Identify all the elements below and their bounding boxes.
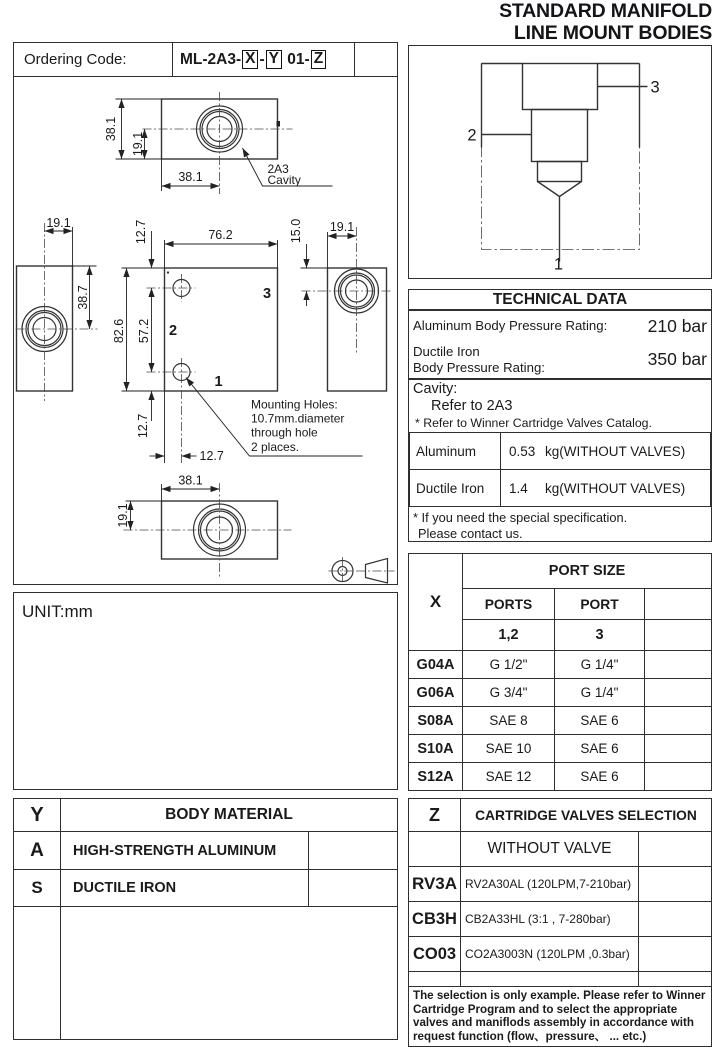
body-material-empty-s (309, 870, 398, 907)
dim-15-0: 15.0 (289, 218, 303, 244)
dim-19-1-topview: 19.1 (131, 131, 145, 157)
page-title-line2: LINE MOUNT BODIES (513, 21, 712, 44)
dim-57-2: 57.2 (137, 318, 151, 344)
port-size-port3: G 1/4" (555, 679, 645, 707)
body-material-blank-cell (61, 907, 398, 1040)
port-size-code: S10A (409, 735, 463, 763)
port-size-empty (645, 679, 712, 707)
technical-drawing (14, 77, 396, 584)
ordering-code-prefix: ML-2A3- (180, 50, 242, 68)
port-size-ports12: SAE 8 (463, 707, 555, 735)
mounting-note-line3: through hole (251, 425, 318, 440)
special-spec-note (409, 507, 711, 541)
ordering-code-empty-cell (355, 43, 397, 76)
drawing-panel (13, 42, 398, 621)
port-size-port3: SAE 6 (555, 735, 645, 763)
port-size-row-s08a (409, 707, 712, 735)
dim-38-7: 38.7 (76, 285, 90, 310)
cartridge-without-valve: WITHOUT VALVE (461, 832, 639, 867)
port-size-empty (645, 651, 712, 679)
port-size-port3: SAE 6 (555, 763, 645, 791)
port-size-port3: SAE 6 (555, 707, 645, 735)
port-1-label: 1 (214, 374, 223, 390)
port-size-panel (408, 553, 712, 790)
dim-12-7-horizontal: 12.7 (199, 449, 224, 463)
dim-38-1-topview-height: 38.1 (104, 116, 118, 142)
ordering-code-z-box: Z (311, 50, 326, 68)
cartridge-empty (639, 937, 712, 972)
cartridge-valves-table (408, 798, 712, 1047)
port-size-empty (645, 707, 712, 735)
schematic-port-3: 3 (650, 78, 660, 97)
weight-value-aluminum (501, 433, 711, 470)
mounting-note-line1: Mounting Holes: (251, 397, 338, 412)
cartridge-desc: RV2A30AL (120LPM,7-210bar) (461, 867, 639, 902)
third-angle-projection-icon (329, 557, 395, 584)
technical-data-title: TECHNICAL DATA (409, 290, 711, 311)
right-side-view (289, 219, 392, 391)
port-size-col1-header: PORTS (463, 589, 555, 620)
dim-19-1-leftview: 19.1 (46, 216, 71, 230)
dim-12-7-bottom: 12.7 (136, 413, 150, 439)
body-material-name-a: HIGH-STRENGTH ALUMINUM (61, 832, 309, 870)
technical-data-panel (408, 289, 712, 542)
weight-value-ductile (501, 470, 711, 507)
ordering-code-mid: 01- (283, 50, 310, 68)
port-mark (277, 121, 281, 127)
port-size-row-s12a (409, 763, 712, 791)
cavity-schematic-panel (408, 45, 712, 279)
cartridge-code: CB3H (409, 902, 461, 937)
port-size-row-g04a (409, 651, 712, 679)
port-size-col2-sub: 3 (555, 620, 645, 651)
port-size-code: G04A (409, 651, 463, 679)
dim-76-2: 76.2 (208, 228, 233, 242)
body-material-table (13, 798, 398, 1040)
pressure-row-ductile (409, 341, 711, 380)
dim-82-6: 82.6 (112, 318, 126, 344)
schematic-port-2: 2 (467, 126, 477, 145)
cartridge-row-without-valve (409, 832, 712, 867)
port-size-col3-sub-empty (645, 620, 712, 651)
cavity-note: * Refer to Winner Cartridge Valves Catalog. (415, 415, 652, 430)
cartridge-row-co03 (409, 937, 712, 972)
ordering-code-row (14, 43, 397, 77)
port-size-port3: G 1/4" (555, 651, 645, 679)
cartridge-code-empty (409, 832, 461, 867)
special-spec-note-line2: Please contact us. (418, 525, 523, 541)
body-material-row-a (14, 832, 398, 870)
cartridge-blank (409, 972, 461, 987)
cartridge-desc: CB2A33HL (3:1 , 7-280bar) (461, 902, 639, 937)
body-material-empty-a (309, 832, 398, 870)
dim-12-7-top: 12.7 (134, 219, 148, 245)
cavity-label: Cavity: (413, 381, 458, 397)
aluminum-pressure-value: 210 bar (647, 315, 707, 336)
weight-row-aluminum (410, 433, 711, 470)
ductile-pressure-label (413, 344, 545, 376)
port-size-col1-sub: 1,2 (463, 620, 555, 651)
unit-label: UNIT:mm (22, 602, 93, 621)
port-size-col2-header: PORT (555, 589, 645, 620)
port-size-x-header: X (409, 554, 463, 651)
ductile-pressure-label-line1: Ductile Iron (413, 343, 480, 359)
cartridge-desc: CO2A3003N (120LPM ,0.3bar) (461, 937, 639, 972)
cavity-value: Refer to 2A3 (431, 397, 513, 414)
cartridge-z-header: Z (409, 799, 461, 832)
cartridge-blank (461, 972, 639, 987)
body-material-row-s (14, 870, 398, 907)
ordering-code-value (173, 43, 355, 76)
cartridge-empty (639, 832, 712, 867)
cartridge-row-rv3a (409, 867, 712, 902)
ductile-pressure-value: 350 bar (647, 349, 707, 369)
port-size-ports12: SAE 12 (463, 763, 555, 791)
port-3-label: 3 (262, 286, 272, 302)
body-material-blank-code (14, 907, 61, 1040)
body-material-code-s: S (14, 870, 61, 907)
cartridge-note: The selection is only example. Please refer to Winner Cartridge Program and to select the appropriate valves and maniflods assembly in accordance with request function (flow、pressure、 ... etc.) (409, 987, 712, 1047)
aluminum-pressure-label: Aluminum Body Pressure Rating: (413, 318, 608, 334)
cartridge-empty (639, 902, 712, 937)
weight-table (409, 432, 711, 507)
cartridge-row-cb3h (409, 902, 712, 937)
port-size-ports12: SAE 10 (463, 735, 555, 763)
body-material-panel (13, 798, 398, 1040)
body-material-code-a: A (14, 832, 61, 870)
dim-38-1-topview-width: 38.1 (178, 170, 203, 184)
cartridge-title: CARTRIDGE VALVES SELECTION (461, 799, 712, 832)
cartridge-valves-panel (408, 798, 712, 1044)
port-size-row-s10a (409, 735, 712, 763)
ordering-code-dash: - (259, 50, 265, 68)
port-size-col3-header-empty (645, 589, 712, 620)
cartridge-code: RV3A (409, 867, 461, 902)
port-size-empty (645, 763, 712, 791)
ductile-pressure-label-line2: Body Pressure Rating: (413, 359, 545, 375)
port-size-code: G06A (409, 679, 463, 707)
page-title-line1: STANDARD MANIFOLD (499, 0, 712, 22)
schematic-port-1: 1 (553, 255, 564, 274)
port-size-table (408, 553, 712, 791)
ordering-code-label: Ordering Code: (14, 43, 173, 76)
port-2-label: 2 (168, 323, 178, 339)
weight-number-ductile: 1.4 (509, 480, 528, 496)
mounting-note-line4: 2 places. (251, 440, 300, 454)
bottom-view (116, 474, 292, 579)
weight-row-ductile (410, 470, 711, 507)
body-material-title: BODY MATERIAL (61, 799, 398, 832)
port-size-code: S12A (409, 763, 463, 791)
cartridge-note-row (409, 987, 712, 1047)
dim-38-1-bottomview: 38.1 (178, 473, 203, 488)
ordering-code-y-box: Y (266, 50, 282, 68)
cartridge-empty (639, 867, 712, 902)
body-material-blank-row (14, 907, 398, 1040)
dim-19-1-bottomview: 19.1 (116, 503, 130, 528)
cavity-callout-line1: 2A3 (267, 162, 289, 176)
pressure-row-aluminum (409, 311, 711, 341)
port-size-ports12: G 3/4" (463, 679, 555, 707)
port-size-title: PORT SIZE (463, 554, 712, 589)
port-size-code: S08A (409, 707, 463, 735)
weight-unit-aluminum: kg(WITHOUT VALVES) (545, 443, 686, 459)
left-side-view (16, 216, 98, 401)
special-spec-note-line1: * If you need the special specification. (413, 510, 628, 526)
weight-number-aluminum: 0.53 (509, 443, 536, 459)
mounting-note-line2: 10.7mm.diameter (251, 411, 345, 426)
cavity-schematic (409, 46, 710, 277)
cartridge-blank-row (409, 972, 712, 987)
weight-material-aluminum: Aluminum (410, 433, 501, 470)
ordering-code-x-box: X (242, 50, 258, 68)
weight-material-ductile: Ductile Iron (410, 470, 501, 507)
weight-unit-ductile: kg(WITHOUT VALVES) (545, 480, 686, 496)
port-size-row-g06a (409, 679, 712, 707)
front-view (112, 220, 363, 463)
cartridge-code: CO03 (409, 937, 461, 972)
body-material-name-s: DUCTILE IRON (61, 870, 309, 907)
top-view (104, 92, 333, 194)
cartridge-blank (639, 972, 712, 987)
cavity-callout-line2: Cavity (267, 173, 301, 187)
body-material-y-header: Y (14, 799, 61, 832)
port-size-empty (645, 735, 712, 763)
page-title (499, 1, 712, 45)
dim-19-1-rightview: 19.1 (329, 220, 355, 234)
port-size-ports12: G 1/2" (463, 651, 555, 679)
